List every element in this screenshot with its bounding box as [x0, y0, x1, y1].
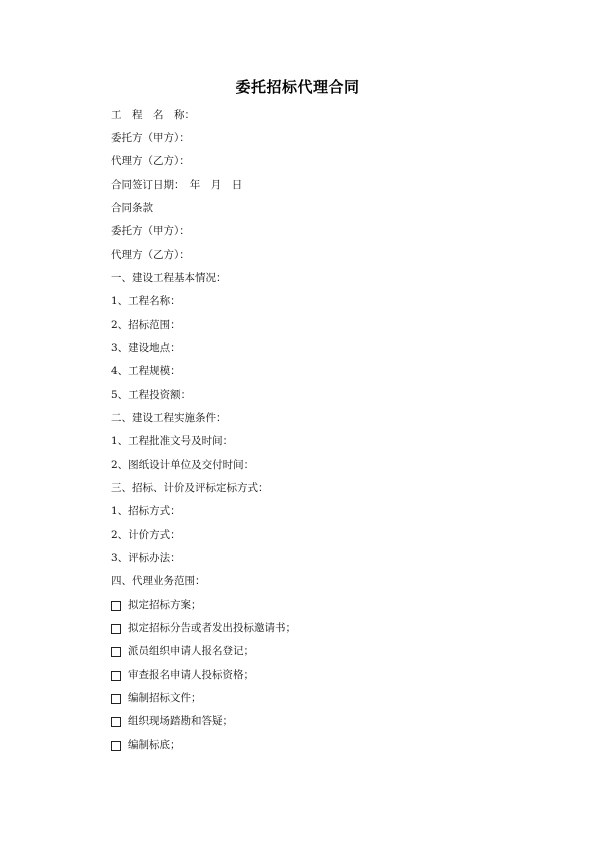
- checklist-label: 编制标底；: [128, 739, 181, 751]
- section-heading-terms: 合同条款: [111, 202, 153, 214]
- checklist-item: [111, 714, 233, 728]
- item-investment: 5、工程投资额：: [111, 389, 192, 401]
- project-name-field: 工 程 名 称：: [111, 109, 195, 121]
- checklist-item: [111, 644, 254, 658]
- checklist-item: [111, 621, 296, 635]
- checklist-label: 派员组织申请人报名登记；: [128, 645, 254, 657]
- checkbox-icon[interactable]: [111, 694, 121, 704]
- checklist-label: 编制招标文件；: [128, 692, 202, 704]
- checkbox-icon[interactable]: [111, 717, 121, 727]
- checklist-label: 拟定招标方案；: [128, 599, 202, 611]
- checkbox-icon[interactable]: [111, 671, 121, 681]
- section-heading-3: 三、招标、计价及评标定标方式：: [111, 482, 269, 494]
- item-approval: 1、工程批准文号及时间：: [111, 435, 234, 447]
- checklist-label: 组织现场踏勘和答疑；: [128, 715, 233, 727]
- document-title: 委托招标代理合同: [235, 78, 360, 96]
- sign-date-field: 合同签订日期： 年 月 日: [111, 179, 243, 191]
- item-scale: 4、工程规模：: [111, 365, 181, 377]
- checkbox-icon[interactable]: [111, 601, 121, 611]
- item-bid-method: 1、招标方式：: [111, 505, 181, 517]
- agent-party-field: 代理方（乙方）：: [111, 155, 190, 167]
- checkbox-icon[interactable]: [111, 624, 121, 634]
- checklist-item: [111, 598, 202, 612]
- section-heading-2: 二、建设工程实施条件：: [111, 412, 227, 424]
- checklist-item: [111, 668, 254, 682]
- item-drawings: 2、图纸设计单位及交付时间：: [111, 459, 255, 471]
- item-bid-scope: 2、招标范围：: [111, 319, 181, 331]
- checklist-item: [111, 738, 181, 752]
- client-party-field: 委托方（甲方）：: [111, 132, 190, 144]
- agent-party-field-2: 代理方（乙方）：: [111, 249, 190, 261]
- checkbox-icon[interactable]: [111, 741, 121, 751]
- item-project-name: 1、工程名称：: [111, 295, 181, 307]
- checkbox-icon[interactable]: [111, 647, 121, 657]
- section-heading-1: 一、建设工程基本情况：: [111, 272, 227, 284]
- section-heading-4: 四、代理业务范围：: [111, 575, 206, 587]
- checklist-label: 拟定招标分告或者发出投标邀请书；: [128, 622, 296, 634]
- item-pricing-method: 2、计价方式：: [111, 529, 181, 541]
- client-party-field-2: 委托方（甲方）：: [111, 225, 190, 237]
- checklist-label: 审查报名申请人投标资格；: [128, 669, 254, 681]
- item-evaluation-method: 3、评标办法：: [111, 552, 181, 564]
- checklist-item: [111, 691, 202, 705]
- item-location: 3、建设地点：: [111, 342, 181, 354]
